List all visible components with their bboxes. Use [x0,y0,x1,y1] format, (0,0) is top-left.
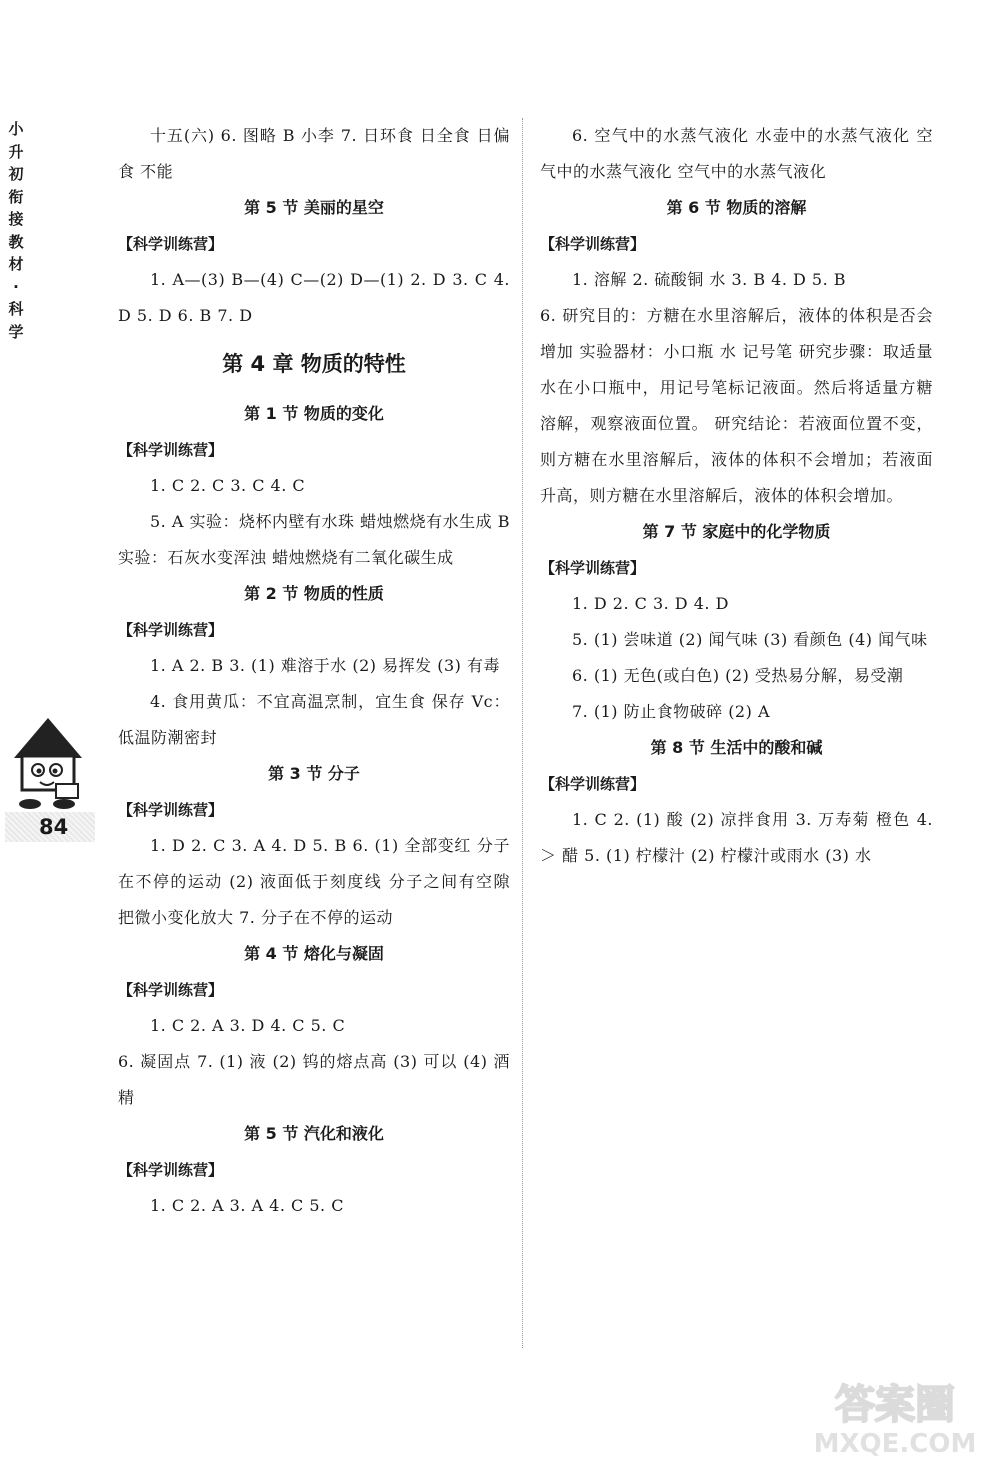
training-label: 【科学训练营】 [118,1161,224,1179]
section-heading: 第 8 节 生活中的酸和碱 [650,738,823,757]
answer-paragraph: 5. (1) 尝味道 (2) 闻气味 (3) 看颜色 (4) 闻气味 [572,630,928,649]
chapter-heading: 第 4 章 物质的特性 [222,352,406,376]
sidebar-char: 衔 [8,187,24,206]
answer-paragraph: 6. 空气中的水蒸气液化 水壶中的水蒸气液化 空气中的水蒸气液化 空气中的水蒸气液化 [540,126,933,181]
training-label: 【科学训练营】 [540,235,646,253]
section-heading: 第 2 节 物质的性质 [244,584,384,603]
training-label: 【科学训练营】 [118,801,224,819]
right-column [540,118,933,874]
answer-paragraph: 6. 研究目的：方糖在水里溶解后，液体的体积是否会增加 实验器材：小口瓶 水 记号笔 研究步骤：取适量水在小口瓶中，用记号笔标记液面。然后将适量方糖溶解，观察液面位置。 研究结论：若液面位置不变，则方糖在水里溶解后，液体的体积不会增加；若液面升高，则方糖在水里溶解后，液体的体积会增加。 [540,306,933,505]
answer-paragraph: 1. D 2. C 3. D 4. D [572,594,729,613]
answer-paragraph: 1. C 2. A 3. D 4. C 5. C [150,1016,346,1035]
watermark-logo [800,1370,990,1460]
answer-paragraph: 1. C 2. A 3. A 4. C 5. C [150,1196,344,1215]
sidebar-char: 初 [8,165,24,183]
answer-paragraph: 1. A 2. B 3. (1) 难溶于水 (2) 易挥发 (3) 有毒 [150,656,500,675]
section-heading: 第 6 节 物质的溶解 [666,198,807,217]
training-label: 【科学训练营】 [118,981,224,999]
section-heading: 第 5 节 汽化和液化 [244,1124,384,1143]
section-heading: 第 1 节 物质的变化 [244,404,384,423]
sidebar-char: 教 [8,232,24,251]
answer-paragraph: 4. 食用黄瓜：不宜高温烹制，宜生食 保存 Vc：低温防潮密封 [118,692,510,747]
training-label: 【科学训练营】 [118,621,224,639]
answer-paragraph: 1. A—(3) B—(4) C—(2) D—(1) 2. D 3. C 4. D 5. D 6. B 7. D [118,270,510,325]
answer-paragraph: 7. (1) 防止食物破碎 (2) A [572,702,770,721]
cartoon-mascot-icon [4,710,92,810]
sidebar-char: · [13,277,19,296]
answer-paragraph: 十五(六) 6. 图略 B 小李 7. 日环食 日全食 日偏食 不能 [118,126,510,181]
page-number: 84 [5,812,95,842]
watermark-text-top: 答案圈 [835,1382,955,1428]
section-heading: 第 7 节 家庭中的化学物质 [642,522,831,541]
sidebar-char: 科 [8,300,24,318]
answer-paragraph: 1. C 2. (1) 酸 (2) 凉拌食用 3. 万寿菊 橙色 4. ＞ 醋 5. (1) 柠檬汁 (2) 柠檬汁或雨水 (3) 水 [540,810,933,865]
section-heading: 第 5 节 美丽的星空 [244,198,384,217]
answer-paragraph: 1. C 2. C 3. C 4. C [150,476,306,495]
sidebar-char: 升 [8,142,24,161]
training-label: 【科学训练营】 [540,775,646,793]
sidebar-char: 小 [8,120,24,138]
column-divider [522,118,523,1348]
left-column [118,118,510,1224]
training-label: 【科学训练营】 [540,559,646,577]
sidebar-char: 接 [8,210,24,228]
training-label: 【科学训练营】 [118,441,224,459]
section-heading: 第 3 节 分子 [268,764,360,783]
training-label: 【科学训练营】 [118,235,224,253]
answer-paragraph: 5. A 实验：烧杯内壁有水珠 蜡烛燃烧有水生成 B 实验：石灰水变浑浊 蜡烛燃烧有二氧化碳生成 [118,512,510,567]
sidebar-char: 材 [8,255,24,273]
sidebar-char: 学 [8,322,24,341]
answer-paragraph: 1. 溶解 2. 硫酸铜 水 3. B 4. D 5. B [572,270,847,289]
answer-paragraph: 6. 凝固点 7. (1) 液 (2) 钨的熔点高 (3) 可以 (4) 酒精 [118,1052,510,1107]
answer-paragraph: 6. (1) 无色(或白色) (2) 受热易分解，易受潮 [572,666,904,685]
sidebar-vertical-title [4,118,28,343]
section-heading: 第 4 节 熔化与凝固 [244,944,384,963]
watermark-text-bottom: MXQE.COM [813,1429,977,1459]
answer-paragraph: 1. D 2. C 3. A 4. D 5. B 6. (1) 全部变红 分子在不停的运动 (2) 液面低于刻度线 分子之间有空隙 把微小变化放大 7. 分子在不停的运动 [118,836,510,927]
